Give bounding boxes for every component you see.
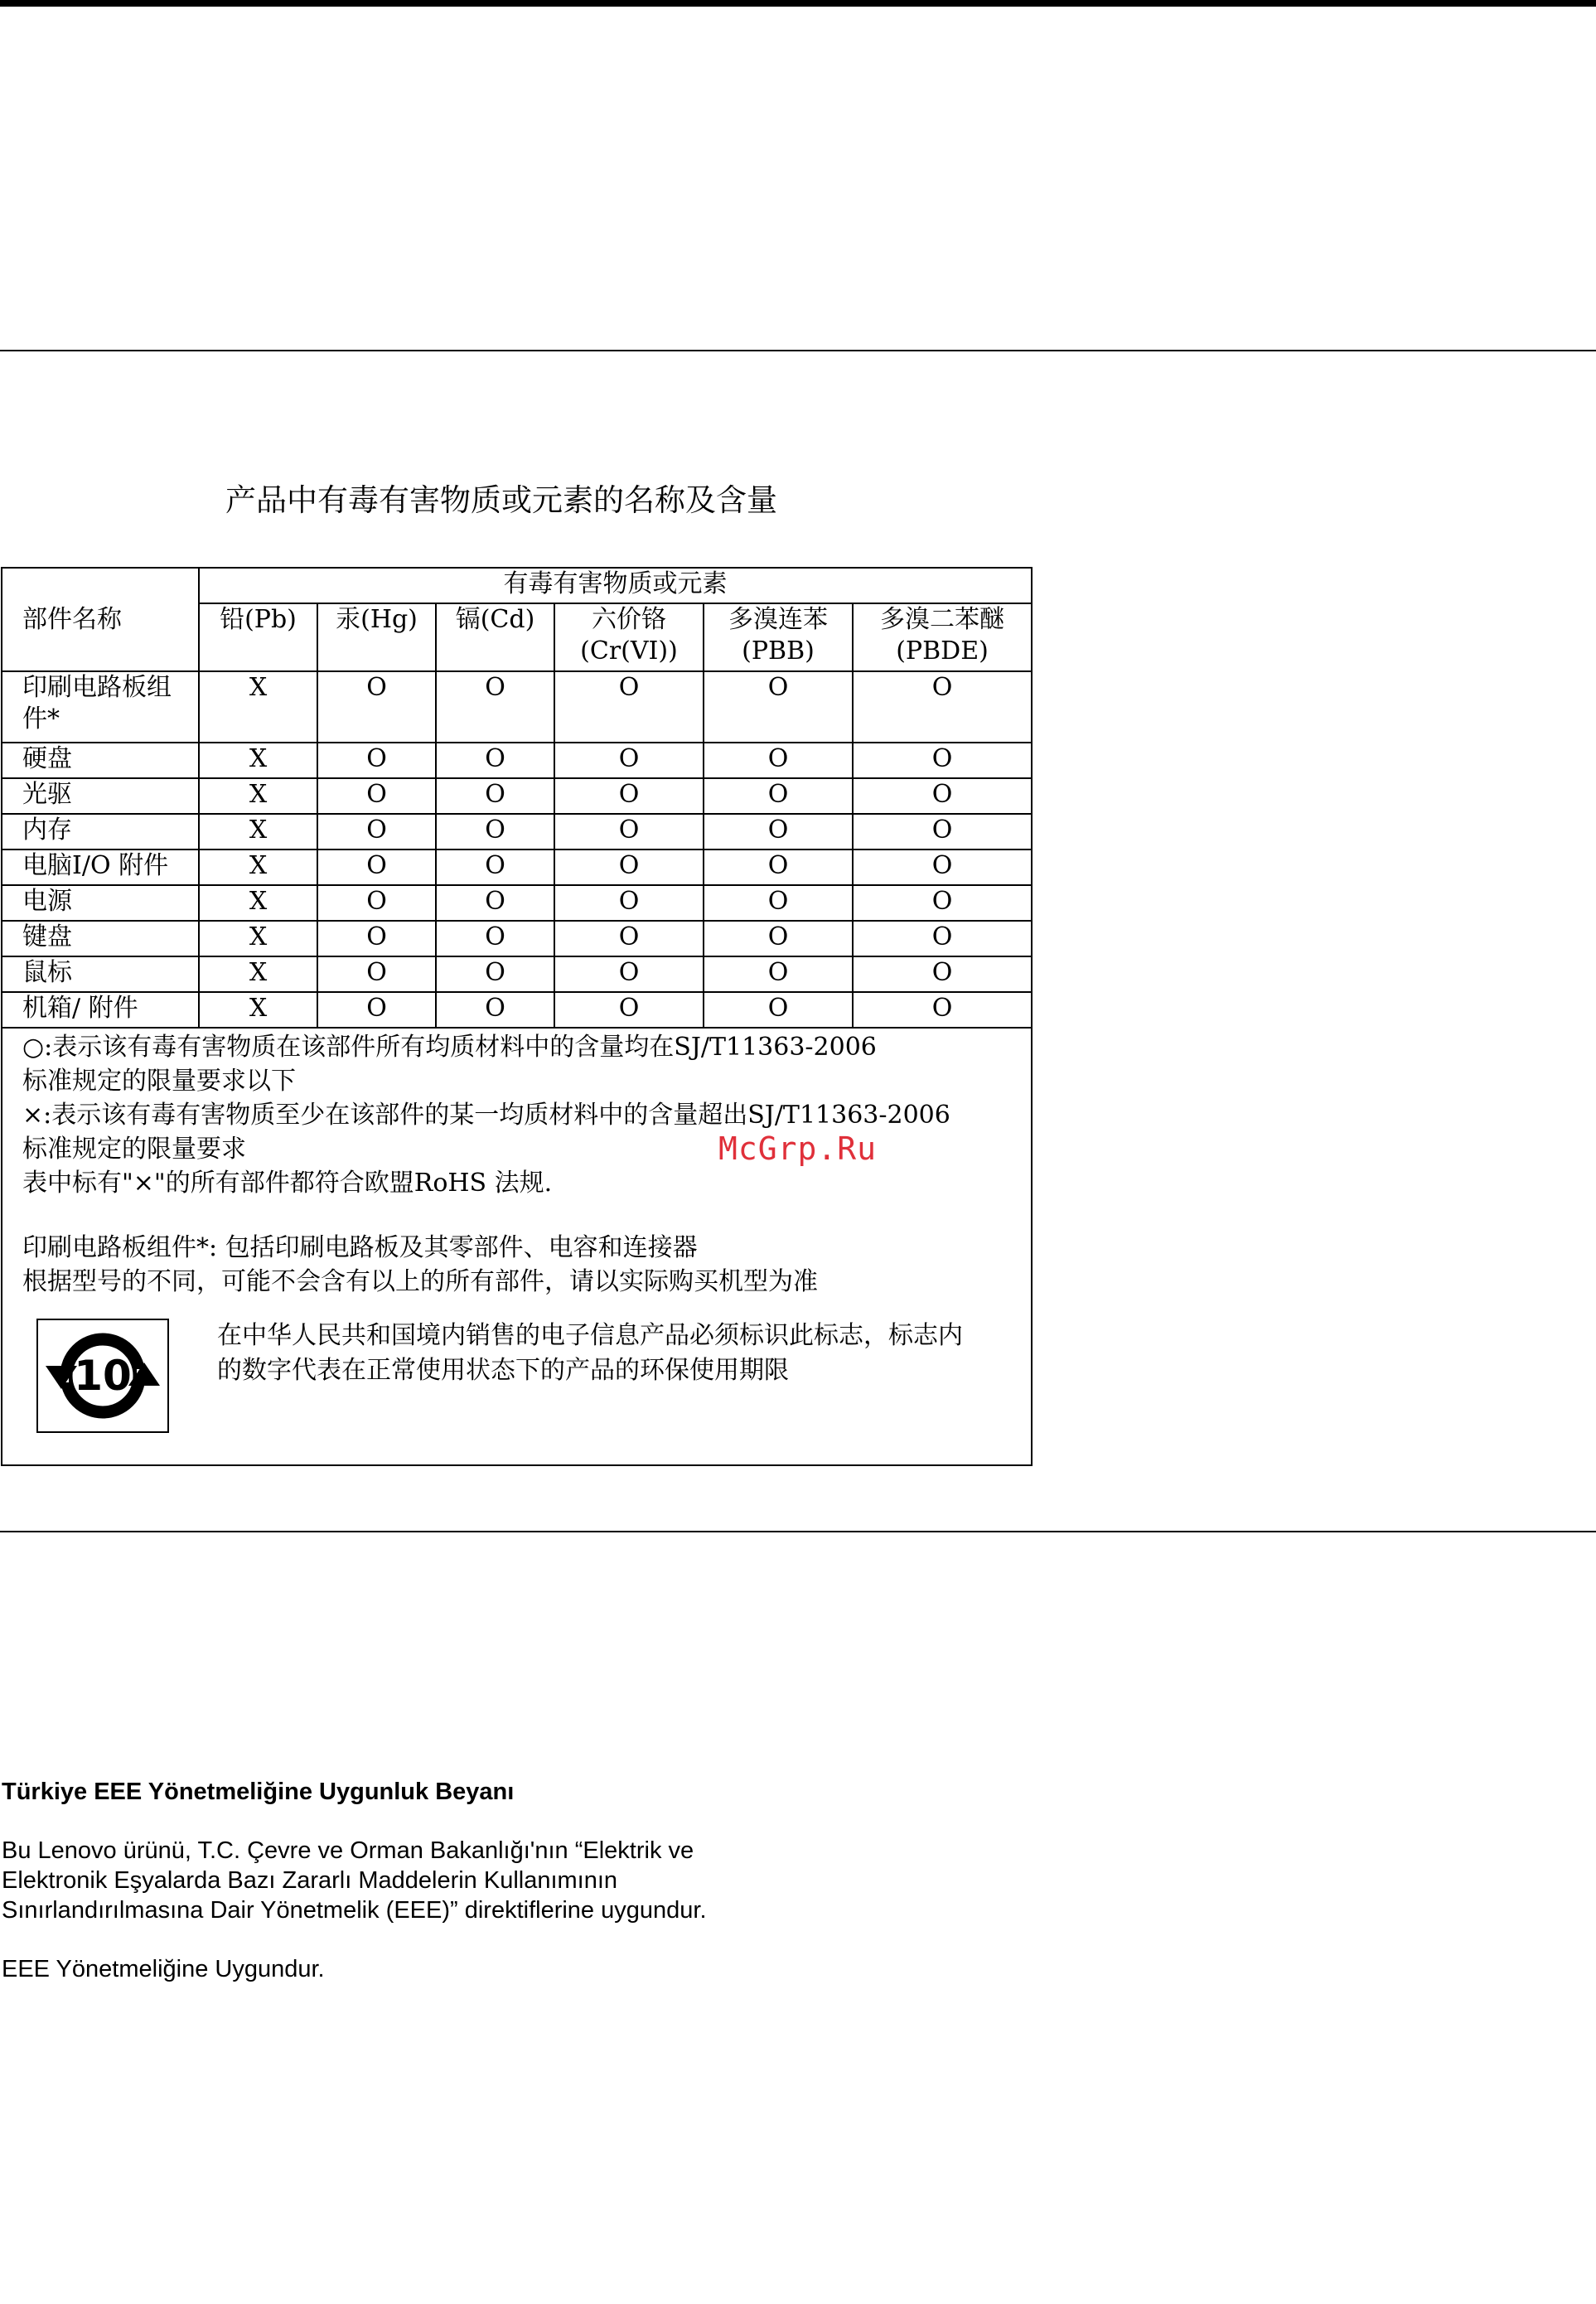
efup-text-line: 在中华人民共和国境内销售的电子信息产品必须标识此标志，标志内	[217, 1321, 963, 1350]
value-cell: O	[317, 885, 436, 921]
top-border	[0, 0, 1596, 7]
turkish-compliance-section	[2, 1777, 707, 1984]
part-name-header: 部件名称	[2, 568, 199, 671]
value-cell: O	[704, 956, 853, 992]
turkish-paragraph	[2, 1836, 707, 1925]
note-spacer	[22, 1200, 1031, 1231]
value-cell: O	[436, 778, 554, 814]
value-cell: O	[436, 885, 554, 921]
value-cell: O	[704, 885, 853, 921]
value-cell: O	[853, 743, 1032, 778]
efup-section	[22, 1319, 1031, 1433]
value-cell: O	[436, 671, 554, 743]
notes-cell	[2, 1028, 1032, 1465]
part-name: 印刷电路板组件*	[2, 671, 199, 743]
substance-header: 多溴连苯 (PBB)	[704, 603, 853, 671]
value-cell: O	[554, 743, 704, 778]
pcb-note-line: 根据型号的不同，可能不会含有以上的所有部件，请以实际购买机型为准	[22, 1267, 818, 1296]
substance-header: 镉(Cd)	[436, 603, 554, 671]
value-cell: O	[436, 921, 554, 956]
turkish-paragraph-line: Elektronik Eşyalarda Bazı Zararlı Maddelerin Kullanımının	[2, 1867, 618, 1894]
value-cell: O	[704, 814, 853, 849]
turkish-paragraph-line: Bu Lenovo ürünü, T.C. Çevre ve Orman Bakanlığı'nın “Elektrik ve	[2, 1837, 694, 1864]
efup-logo-graphic	[41, 1323, 165, 1429]
part-name: 硬盘	[2, 743, 199, 778]
value-cell: O	[704, 921, 853, 956]
value-cell: O	[554, 671, 704, 743]
value-cell: O	[554, 814, 704, 849]
table-row	[2, 743, 1032, 778]
note-line: 标准规定的限量要求以下	[22, 1067, 296, 1096]
table-title: 产品中有毒有害物质或元素的名称及含量	[225, 482, 777, 518]
substance-header: 六价铬 (Cr(VI))	[554, 603, 704, 671]
substance-header: 汞(Hg)	[317, 603, 436, 671]
value-cell: X	[199, 814, 317, 849]
value-cell: O	[317, 849, 436, 885]
part-name: 内存	[2, 814, 199, 849]
value-cell: O	[704, 849, 853, 885]
value-cell: X	[199, 992, 317, 1028]
pcb-note-line: 印刷电路板组件*: 包括印刷电路板及其零部件、电容和连接器	[22, 1233, 698, 1262]
table-row	[2, 671, 1032, 743]
section-divider-bottom	[0, 1531, 1596, 1532]
value-cell: O	[704, 992, 853, 1028]
note-line: 标准规定的限量要求	[22, 1135, 246, 1164]
turkish-heading: Türkiye EEE Yönetmeliğine Uygunluk Beyanı	[2, 1779, 515, 1805]
table-row	[2, 849, 1032, 885]
value-cell: O	[853, 921, 1032, 956]
table-row	[2, 778, 1032, 814]
value-cell: O	[436, 992, 554, 1028]
value-cell: O	[704, 671, 853, 743]
value-cell: O	[554, 849, 704, 885]
table-row	[2, 956, 1032, 992]
hazardous-substances-table	[1, 567, 1033, 1466]
table-row	[2, 921, 1032, 956]
value-cell: X	[199, 921, 317, 956]
value-cell: O	[436, 849, 554, 885]
value-cell: X	[199, 885, 317, 921]
value-cell: O	[554, 778, 704, 814]
notes-row	[2, 1028, 1032, 1465]
value-cell: O	[853, 671, 1032, 743]
value-cell: X	[199, 778, 317, 814]
value-cell: O	[554, 885, 704, 921]
value-cell: O	[317, 671, 436, 743]
substance-header: 多溴二苯醚 (PBDE)	[853, 603, 1032, 671]
efup-text-line: 的数字代表在正常使用状态下的产品的环保使用期限	[217, 1356, 789, 1385]
section-divider-top	[0, 350, 1596, 351]
value-cell: O	[317, 956, 436, 992]
value-cell: O	[853, 814, 1032, 849]
value-cell: O	[554, 921, 704, 956]
value-cell: X	[199, 849, 317, 885]
part-name: 鼠标	[2, 956, 199, 992]
watermark: McGrp.Ru	[718, 1130, 878, 1167]
value-cell: O	[554, 956, 704, 992]
value-cell: O	[853, 992, 1032, 1028]
substance-header: 铅(Pb)	[199, 603, 317, 671]
value-cell: O	[853, 778, 1032, 814]
table-row	[2, 885, 1032, 921]
value-cell: O	[317, 921, 436, 956]
value-cell: O	[554, 992, 704, 1028]
turkish-paragraph-line: Sınırlandırılmasına Dair Yönetmelik (EEE)” direktiflerine uygundur.	[2, 1897, 707, 1924]
value-cell: O	[704, 743, 853, 778]
substance-group-header: 有毒有害物质或元素	[199, 568, 1032, 603]
value-cell: O	[853, 956, 1032, 992]
value-cell: X	[199, 743, 317, 778]
value-cell: O	[436, 743, 554, 778]
value-cell: O	[436, 814, 554, 849]
efup-10-logo-icon	[36, 1319, 169, 1433]
part-name: 电源	[2, 885, 199, 921]
part-name: 键盘	[2, 921, 199, 956]
value-cell: O	[704, 778, 853, 814]
note-line: ○:表示该有毒有害物质在该部件所有均质材料中的含量均在SJ/T11363-2006	[22, 1033, 877, 1062]
efup-description	[217, 1319, 963, 1388]
note-line: ×:表示该有毒有害物质至少在该部件的某一均质材料中的含量超出SJ/T11363-2006	[22, 1101, 950, 1130]
value-cell: O	[317, 992, 436, 1028]
value-cell: O	[436, 956, 554, 992]
value-cell: X	[199, 956, 317, 992]
part-name: 机箱/ 附件	[2, 992, 199, 1028]
table-row	[2, 814, 1032, 849]
value-cell: O	[853, 849, 1032, 885]
table-row	[2, 992, 1032, 1028]
part-name: 光驱	[2, 778, 199, 814]
value-cell: O	[317, 814, 436, 849]
value-cell: O	[853, 885, 1032, 921]
turkish-final-statement: EEE Yönetmeliğine Uygundur.	[2, 1956, 325, 1982]
part-name: 电脑I/O 附件	[2, 849, 199, 885]
value-cell: O	[317, 778, 436, 814]
value-cell: X	[199, 671, 317, 743]
efup-logo-number: 10	[74, 1352, 132, 1400]
value-cell: O	[317, 743, 436, 778]
note-line: 表中标有"×"的所有部件都符合欧盟RoHS 法规.	[22, 1169, 553, 1198]
